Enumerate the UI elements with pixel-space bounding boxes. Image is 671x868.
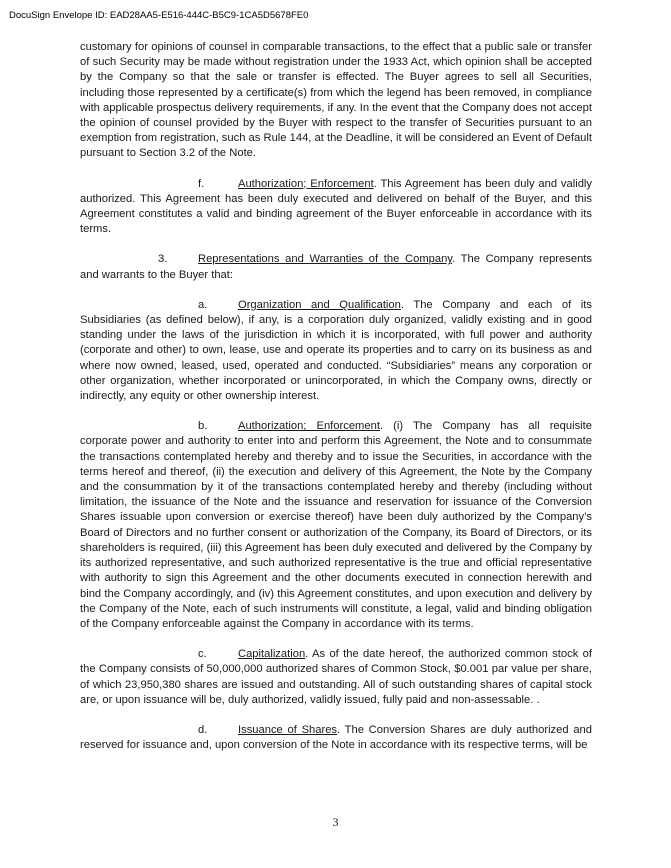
section-text: . The Company represents and warrants to the Buyer that: (80, 253, 592, 281)
section-text: . The Company and each of its Subsidiaries (as defined below), if any, is a corporation duly organized, validly existing and in good standing under the laws of the jurisdiction in which it is incorporated, with full power and authority (corporate and other) to own, lease, use and operate its properties and to carry on its business as and where now owned, leased, used, operated and conducted. “Subsidiaries” means any corporation or other organization, whether incorporated or unincorporated, in which the Company owns, directly or indirectly, any equity or other ownership interest. (80, 298, 592, 403)
section-text: . This Agreement has been duly and validly authorized. This Agreement has been duly executed and delivered on behalf of the Buyer, and this Agreement constitutes a valid and binding agreement of the Buyer enforceable in accordance with its terms. (80, 177, 592, 236)
section-marker: a. (198, 298, 208, 311)
section-3d (80, 723, 592, 753)
section-3b (80, 419, 592, 632)
section-heading: Issuance of Shares (238, 723, 338, 736)
section-heading: Representations and Warranties of the Company (198, 253, 453, 266)
page-number: 3 (332, 815, 339, 829)
section-marker: 3. (158, 253, 168, 266)
section-3a (80, 298, 592, 404)
section-3c (80, 647, 592, 708)
section-marker: c. (198, 648, 207, 661)
section-marker: f. (198, 177, 205, 190)
section-text: . As of the date hereof, the authorized common stock of the Company consists of 50,000,000 authorized shares of Common Stock, $0.001 par value per share, of which 23,950,380 shares are issued and outstanding. All of such outstanding shares of capital stock are, or upon issuance will be, duly authorized, validly issued, fully paid and non-assessable. . (80, 648, 592, 706)
section-3 (80, 252, 592, 282)
paragraph-continuation: customary for opinions of counsel in comparable transactions, to the effect that a public sale or transfer of such Security may be made without registration under the 1933 Act, which opinion shall be accepted by the Company so that the sale or transfer is effected. The Buyer agrees to sell all Securities, including those represented by a certificate(s) from which the legend has been removed, in compliance with applicable prospectus delivery requirements, if any. In the event that the Company does not accept the opinion of counsel provided by the Buyer with respect to the transfer of Securities pursuant to an exemption from registration, such as Rule 144, at the Deadline, it will be considered an Event of Default pursuant to Section 3.2 of the Note. (80, 41, 592, 160)
section-marker: b. (198, 420, 208, 433)
section-heading: Capitalization (238, 648, 306, 661)
section-text: . The Conversion Shares are duly authorized and reserved for issuance and, upon conversion of the Note in accordance with its respective terms, will be (80, 723, 592, 752)
section-heading: Authorization; Enforcement (238, 177, 374, 190)
document-body (80, 40, 592, 768)
section-heading: Organization and Qualification (238, 298, 401, 311)
section-text: . (i) The Company has all requisite corporate power and authority to enter into and perform this Agreement, the Note and to consummate the transactions contemplated hereby and thereby and to issue the Securities, in accordance with the terms hereof and thereof, (ii) the execution and delivery of this Agreement, the Note by the Company and the consummation by it of the transactions contemplated hereby and thereby (including without limitation, the issuance of the Note and the issuance and reservation for issuance of the Conversion Shares issuable upon conversion or exercise thereof) have been duly authorized by the Company’s Board of Directors and no further consent or authorization of the Company, its Board of Directors, or its shareholders is required, (iii) this Agreement has been duly executed and delivered by the Company by its authorized representative, and such authorized representative is the true and official representative with authority to sign this Agreement and the other documents executed in connection herewith and bind the Company accordingly, and (iv) this Agreement constitutes, and upon execution and delivery by the Company of the Note, each of such instruments will constitute, a legal, valid and binding obligation of the Company enforceable against the Company in accordance with its terms. (80, 420, 592, 630)
section-marker: d. (198, 723, 208, 736)
docusign-envelope-id: DocuSign Envelope ID: EAD28AA5-E516-444C-B5C9-1CA5D5678FE0 (9, 10, 309, 21)
section-2f (80, 177, 592, 238)
section-heading: Authorization; Enforcement (238, 420, 380, 433)
